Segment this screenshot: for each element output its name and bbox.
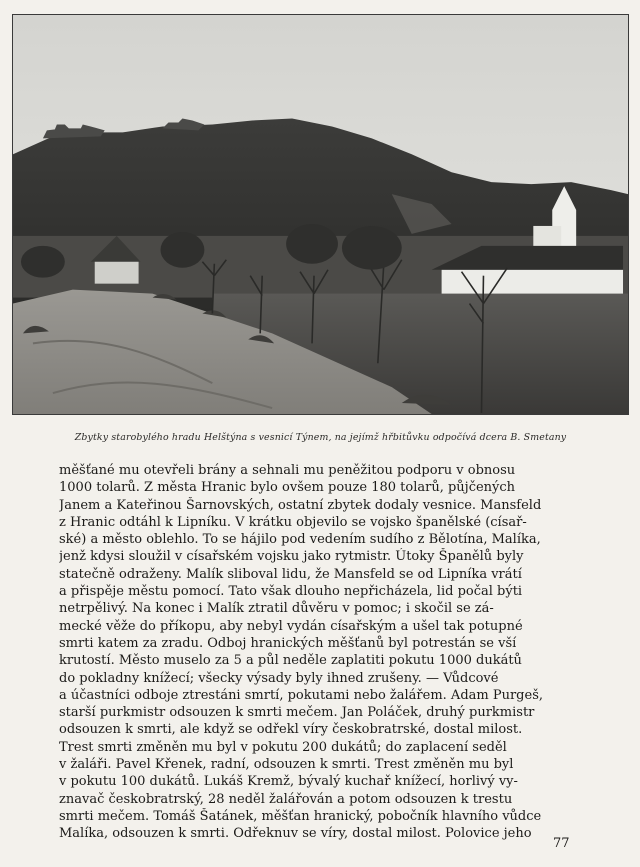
page-number: 77: [553, 836, 570, 851]
house-left-wall: [95, 262, 139, 284]
text-line: netrpělivý. Na konec i Malík ztratil důvěru v pomoc; i skočil se zá-: [59, 601, 494, 617]
text-line: mecké věže do příkopu, aby nebyl vydán císařským a ušel tak potupné: [59, 618, 523, 634]
text-line: 1000 tolarů. Z města Hranic bylo ovšem pouze 180 tolarů, půjčených: [59, 480, 516, 496]
text-line: v pokutu 100 dukátů. Lukáš Kremž, bývalý kuchař knížecí, horlivý vy-: [59, 774, 518, 790]
text-line: měšťané mu otevřeli brány a sehnali mu peněžitou podporu v obnosu: [59, 463, 516, 478]
text-line: a přispěje městu pomocí. Tato však dlouho nepřicházela, lid počal býti: [59, 584, 523, 600]
text-line: znavač českobratrský, 28 neděl žalářován a potom odsouzen k trestu: [59, 791, 513, 807]
text-line: a účastníci odboje ztrestáni smrtí, pokutami nebo žalářem. Adam Purgeš,: [59, 687, 544, 703]
text-line: Trest smrti změněn mu byl v pokutu 200 dukátů; do zaplacení seděl: [59, 739, 507, 755]
text-line: odsouzen k smrti, ale když se odřekl víry českobratrské, dostal milost.: [59, 722, 523, 738]
text-line: statečně odraženy. Malík sliboval lidu, že Mansfeld se od Lipníka vrátí: [59, 566, 522, 582]
text-line: v žaláři. Pavel Křenek, radní, odsouzen k smrti. Trest změněn mu byl: [59, 757, 514, 773]
text-line: krutostí. Město muselo za 5 a půl neděle zaplatiti pokutu 1000 dukátů: [59, 653, 522, 669]
photograph: [12, 14, 629, 415]
text-line: ské) a město oblehlo. To se hájilo pod vedením sudího z Bělotína, Malíka,: [59, 532, 541, 548]
figure-caption: Zbytky starobylého hradu Helštýna s vesnicí Týnem, na jejímž hřbitůvku odpočívá dcera B. Smetany: [74, 432, 567, 443]
body-text: [59, 462, 583, 843]
text-line: jenž kdysi sloužil v císařském vojsku jako rytmistr. Útoky Španělů byly: [59, 549, 524, 565]
text-line: starší purkmistr odsouzen k smrti mečem. Jan Poláček, druhý purkmistr: [59, 705, 535, 721]
text-line: Malíka, odsouzen k smrti. Odřeknuv se víry, dostal milost. Polovice jeho: [59, 826, 532, 842]
text-line: smrti mečem. Tomáš Šatánek, měšťan hranický, pobočník hlavního vůdce: [59, 808, 542, 824]
photo-landscape: [13, 15, 628, 414]
text-line: smrti katem za zradu. Odboj hranických měšťanů byl potrestán se vší: [59, 635, 517, 651]
text-line: do pokladny knížecí; všecky výsady byly ihned zrušeny. — Vůdcové: [59, 670, 499, 686]
text-line: z Hranic odtáhl k Lipníku. V krátku objevilo se vojsko španělské (císař-: [59, 514, 527, 530]
text-line: Janem a Kateřinou Šarnovských, ostatní zbytek dodaly vesnice. Mansfeld: [59, 497, 542, 513]
